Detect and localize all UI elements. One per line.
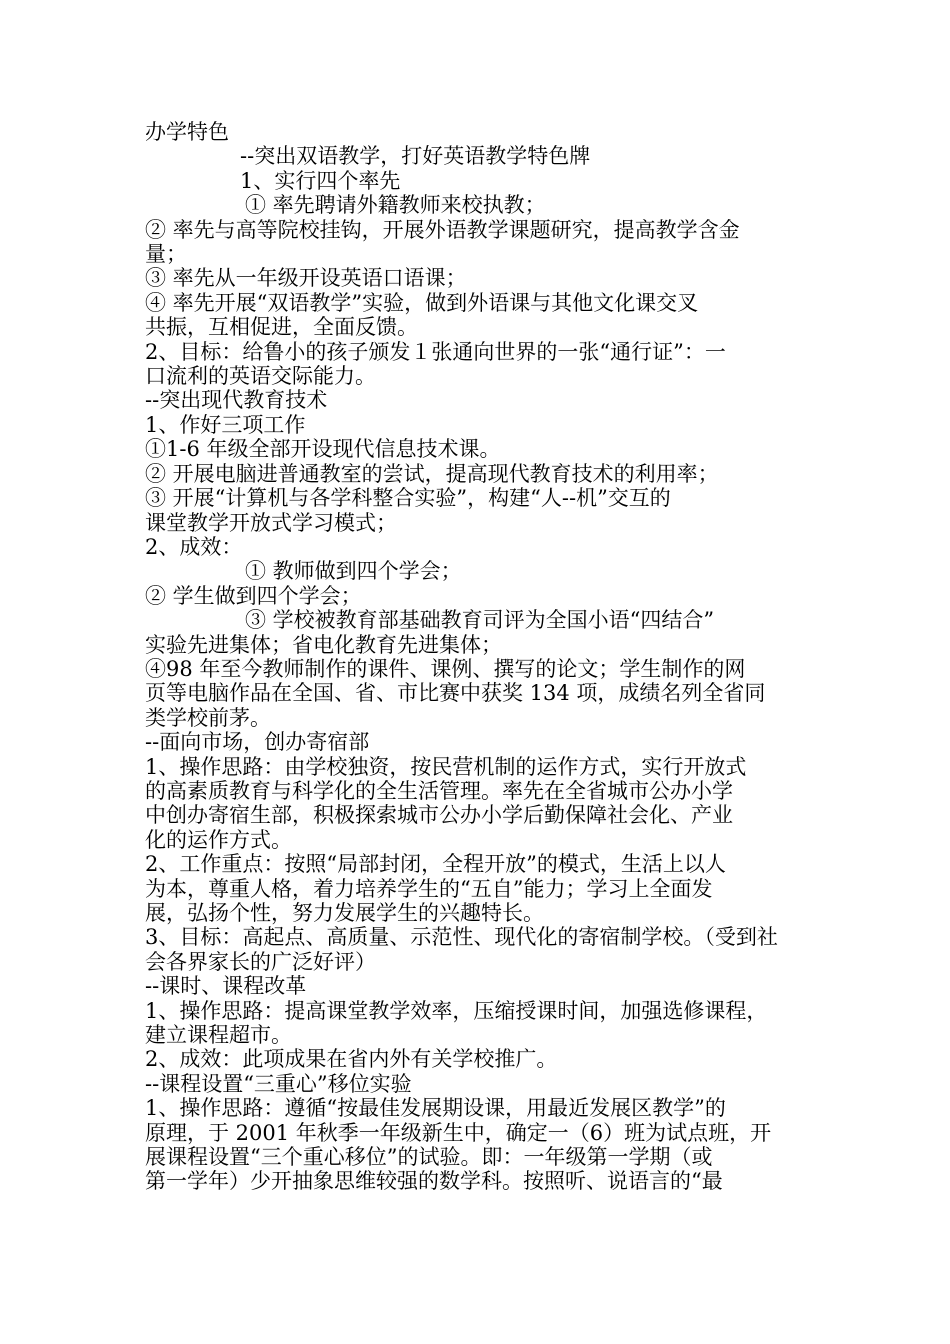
text-line: 量； [145,242,187,267]
text-line: 会各界家长的广泛好评） [145,949,376,974]
text-line: 1、实行四个率先 [240,168,401,193]
text-line: --课程设置“三重心”移位实验 [145,1071,412,1096]
text-line: 中创办寄宿生部，积极探索城市公办小学后勤保障社会化、产业 [145,803,733,828]
text-line: ④ 率先开展“双语教学”实验，做到外语课与其他文化课交叉 [145,290,699,315]
text-line: 1、作好三项工作 [145,412,306,437]
text-line: ② 学生做到四个学会； [145,583,362,608]
text-line: 1、操作思路：提高课堂教学效率，压缩授课时间，加强选修课程， [145,998,768,1023]
text-line: ① 率先聘请外籍教师来校执教； [245,193,546,218]
text-line: ④98 年至今教师制作的课件、课例、撰写的论文；学生制作的网 [145,656,746,681]
text-line: 2、成效： [145,534,243,559]
text-line: 原理，于 2001 年秋季一年级新生中，确定一（6）班为试点班，开 [145,1120,772,1145]
text-line: 为本，尊重人格，着力培养学生的“五自”能力；学习上全面发 [145,876,713,901]
text-line: --面向市场，创办寄宿部 [145,730,370,755]
document-title: 办学特色 [145,120,229,144]
text-line: 类学校前茅。 [145,705,271,730]
text-line: --课时、课程改革 [145,974,307,999]
text-line: 3、目标：高起点、高质量、示范性、现代化的寄宿制学校。（受到社 [145,925,778,950]
text-line: 1、操作思路：遵循“按最佳发展期设课，用最近发展区教学”的 [145,1096,726,1121]
text-line: ③ 率先从一年级开设英语口语课； [145,266,467,291]
text-line: 实验先进集体；省电化教育先进集体； [145,632,502,657]
text-line: 2、成效：此项成果在省内外有关学校推广。 [145,1047,558,1072]
text-line: 课堂教学开放式学习模式； [145,510,397,535]
text-line: 1、操作思路：由学校独资，按民营机制的运作方式，实行开放式 [145,754,747,779]
text-line: ③ 学校被教育部基础教育司评为全国小语“四结合” [245,608,715,633]
text-line: ①1-6 年级全部开设现代信息技术课。 [145,437,501,462]
text-line: --突出现代教育技术 [145,388,328,413]
text-line: ① 教师做到四个学会； [245,559,462,584]
document-body [145,120,815,1194]
text-line: 展课程设置“三个重心移位”的试验。即：一年级第一学期（或 [145,1145,713,1170]
text-line: 2、工作重点：按照“局部封闭，全程开放”的模式，生活上以人 [145,852,726,877]
text-line: 2、目标：给鲁小的孩子颁发１张通向世界的一张“通行证”：一 [145,339,726,364]
text-line: --突出双语教学，打好英语教学特色牌 [240,144,591,169]
text-line: ③ 开展“计算机与各学科整合实验”，构建“人--机”交互的 [145,486,671,511]
text-line: 第一学年）少开抽象思维较强的数学科。按照听、说语言的“最 [145,1169,723,1194]
text-line: 展，弘扬个性，努力发展学生的兴趣特长。 [145,901,544,925]
text-line: 建立课程超市。 [145,1023,292,1048]
text-line: ② 开展电脑进普通教室的尝试，提高现代教育技术的利用率； [145,461,719,486]
text-line: 口流利的英语交际能力。 [145,364,376,389]
text-line: 的高素质教育与科学化的全生活管理。率先在全省城市公办小学 [145,778,733,803]
text-line: 化的运作方式。 [145,827,292,852]
text-line: 页等电脑作品在全国、省、市比赛中获奖 134 项，成绩名列全省同 [145,681,766,706]
text-line: 共振，互相促进，全面反馈。 [145,315,418,340]
text-line: ② 率先与高等院校挂钩，开展外语教学课题研究，提高教学含金 [145,217,740,242]
